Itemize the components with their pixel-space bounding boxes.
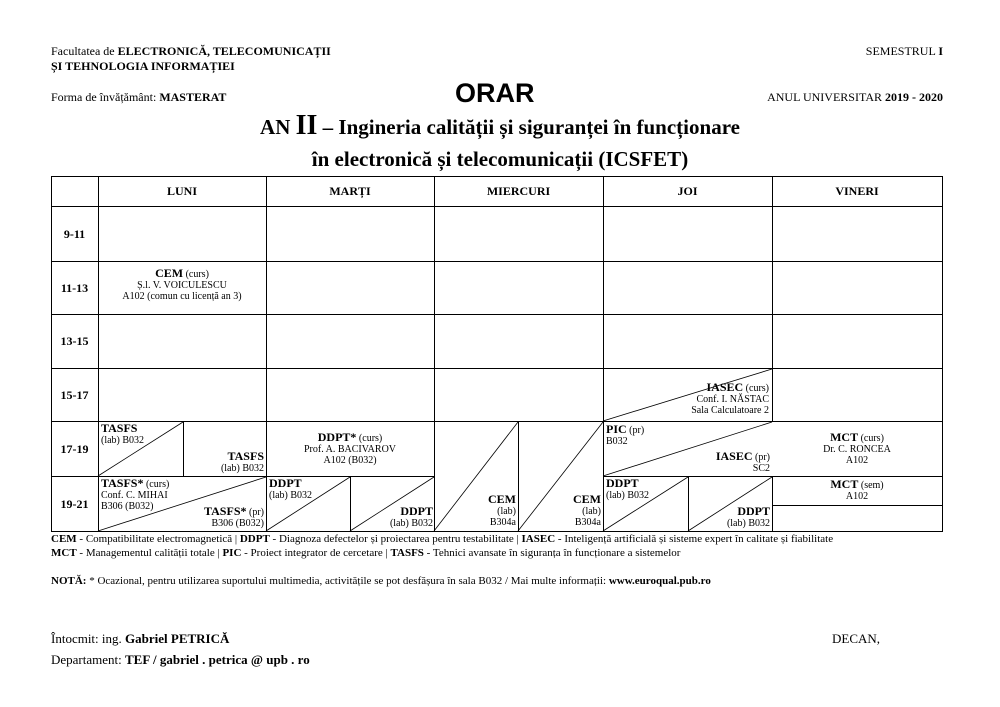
dean-label: DECAN, bbox=[832, 631, 881, 646]
class-cem-lab-b: CEM (lab) B304a bbox=[573, 492, 601, 528]
class-pic-pr: PIC (pr) B032 bbox=[606, 422, 645, 447]
day-header-miercuri: MIERCURI bbox=[486, 184, 551, 198]
time-slot-13-15: 13-15 bbox=[60, 334, 89, 348]
legend-line-2: MCT - Managementul calității totale | PIC - Proiect integrator de cercetare | TASFS - Tehnici avansate în siguranța în funcționare a sistemelor bbox=[51, 547, 681, 559]
program-title-line2: în electronică și telecomunicații (ICSFET) bbox=[311, 147, 689, 171]
class-cem-lab-a: CEM (lab) B304a bbox=[488, 492, 516, 528]
education-form: Forma de învățământ: MASTERAT bbox=[51, 90, 227, 104]
time-slot-9-11: 9-11 bbox=[63, 227, 86, 241]
semester: SEMESTRUL I bbox=[865, 44, 943, 58]
legend-line-1: CEM - Compatibilitate electromagnetică | DDPT - Diagnoza defectelor și proiectarea pentru testabilitate | IASEC - Inteligență artificială și sisteme expert în calitate și fiabilitate bbox=[51, 533, 834, 545]
academic-year: ANUL UNIVERSITAR 2019 - 2020 bbox=[767, 90, 943, 104]
info-link[interactable]: www.euroqual.pub.ro bbox=[608, 575, 711, 587]
day-header-joi: JOI bbox=[677, 184, 698, 198]
class-cem-curs: CEM (curs) Ș.l. V. VOICULESCU A102 (comun cu licență an 3) bbox=[122, 266, 242, 302]
time-slot-19-21: 19-21 bbox=[60, 497, 89, 511]
prepared-by: Întocmit: ing. Gabriel PETRICĂ bbox=[51, 631, 230, 646]
class-tasfs-curs: TASFS* (curs) Conf. C. MIHAI B306 (B032) bbox=[101, 476, 170, 512]
class-mct-curs: MCT (curs) Dr. C. RONCEA A102 bbox=[823, 430, 891, 466]
note: NOTĂ: * Ocazional, pentru utilizarea suportului multimedia, activitățile se pot desfășura în sala B032 / Mai multe informații: www.euroqual.pub.ro bbox=[51, 575, 711, 587]
page-title: ORAR bbox=[455, 78, 535, 108]
class-tasfs-pr: TASFS* (pr) B306 (B032) bbox=[204, 504, 264, 529]
class-ddpt-lab-c: DDPT (lab) B032 bbox=[606, 476, 650, 501]
class-tasfs-lab-a: TASFS (lab) B032 bbox=[101, 421, 145, 446]
day-header-marti: MARȚI bbox=[329, 184, 371, 198]
class-tasfs-lab-b: TASFS (lab) B032 bbox=[220, 449, 264, 474]
class-ddpt-lab-a: DDPT (lab) B032 bbox=[269, 476, 313, 501]
faculty-name: Facultatea de ELECTRONICĂ, TELECOMUNICAȚII ȘI TEHNOLOGIA INFORMAȚIEI bbox=[51, 44, 331, 73]
time-slot-11-13: 11-13 bbox=[60, 281, 89, 295]
class-iasec-pr: IASEC (pr) SC2 bbox=[715, 449, 770, 474]
class-ddpt-curs: DDPT* (curs) Prof. A. BACIVAROV A102 (B032) bbox=[303, 430, 397, 466]
time-slot-17-19: 17-19 bbox=[60, 442, 89, 456]
program-title-line1: AN II – Ingineria calității și siguranței în funcționare bbox=[260, 110, 740, 141]
day-header-vineri: VINERI bbox=[835, 184, 879, 198]
day-header-luni: LUNI bbox=[166, 184, 197, 198]
time-slot-15-17: 15-17 bbox=[60, 388, 89, 402]
department: Departament: TEF / gabriel . petrica @ upb . ro bbox=[51, 652, 310, 667]
class-ddpt-lab-b: DDPT (lab) B032 bbox=[389, 504, 433, 529]
class-iasec-curs: IASEC (curs) Conf. I. NĂSTAC Sala Calculatoare 2 bbox=[691, 380, 769, 416]
class-mct-sem: MCT (sem) A102 bbox=[830, 477, 884, 502]
class-ddpt-lab-d: DDPT (lab) B032 bbox=[726, 504, 770, 529]
